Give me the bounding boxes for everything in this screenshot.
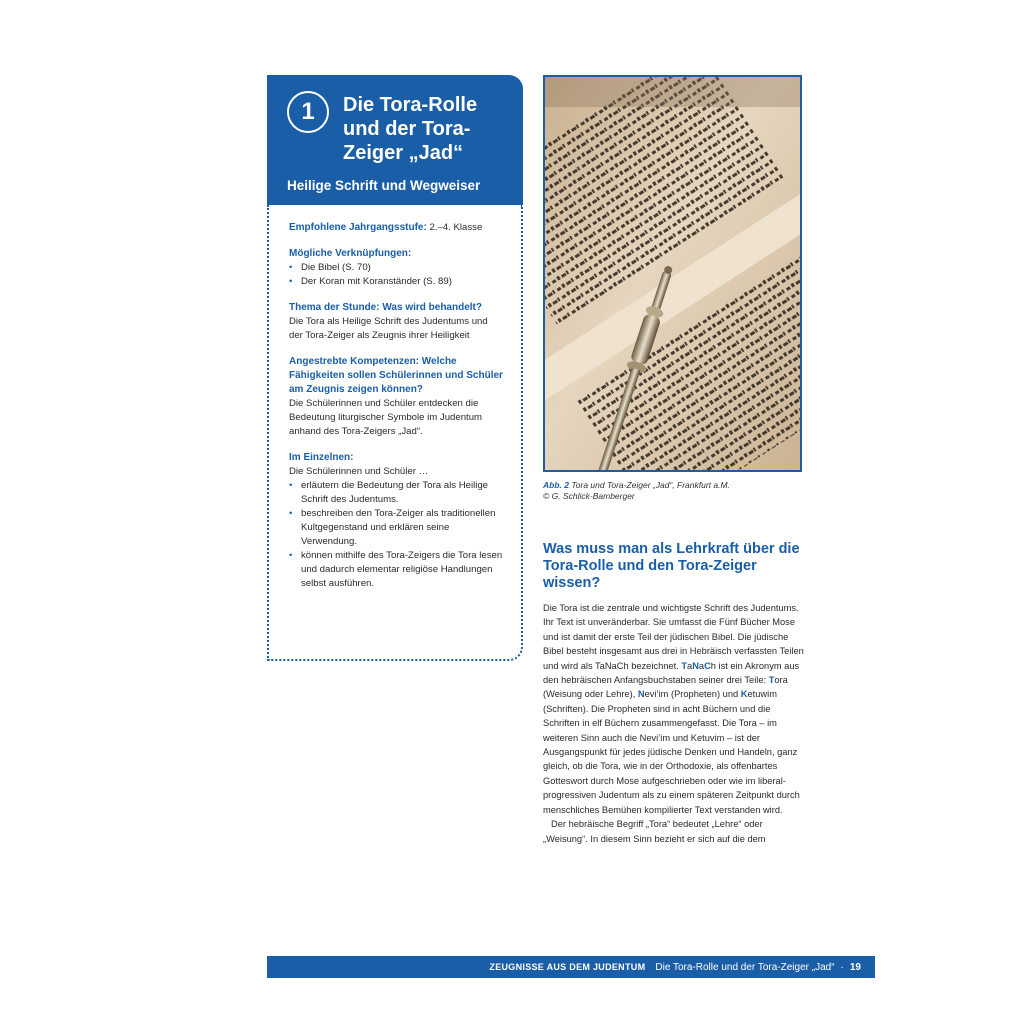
links-block [289, 247, 503, 289]
chapter-number: 1 [301, 98, 315, 125]
topic-block [289, 301, 503, 343]
footer-separator: · [840, 961, 844, 973]
chapter-title: Die Tora-Rolle und der Tora-Zeiger „Jad“ [343, 94, 478, 164]
figure-credit: © G. Schlick-Bamberger [543, 491, 635, 501]
acronym-letter: N [692, 660, 699, 671]
details-heading: Im Einzelnen: [289, 452, 354, 463]
text-run: a [687, 660, 693, 671]
details-intro: Die Schülerinnen und Schüler … [289, 466, 429, 477]
torah-photo [543, 75, 802, 472]
competence-heading: Angestrebte Kompetenzen: Welche Fähigkeiten sollen Schülerinnen und Schüler am Zeugnis zeigen können? [289, 356, 503, 395]
text-run: h [710, 660, 716, 671]
competence-text: Die Schülerinnen und Schüler entdecken die Bedeutung liturgischer Symbole im Judentum anhand des Tora-Zeigers „Jad“. [289, 398, 483, 437]
page-number: 19 [849, 961, 861, 973]
footer-bar [267, 956, 875, 978]
list-item: • Die Bibel (S. 70) [289, 261, 503, 275]
text-run: ist ein Akronym aus den hebräischen Anfangsbuchstaben seiner drei Teile: [543, 660, 800, 686]
footer-section: ZEUGNISSE AUS DEM JUDENTUM [489, 962, 646, 972]
torah-scroll-with-yad-photo [545, 77, 800, 470]
grade-block [289, 221, 503, 235]
chapter-number-badge [287, 91, 329, 133]
details-block [289, 451, 503, 591]
chapter-header [267, 75, 523, 205]
lesson-info-box [267, 205, 523, 661]
list-item: • Der Koran mit Koranständer (S. 89) [289, 275, 503, 289]
links-list [289, 261, 503, 289]
paragraph [543, 601, 805, 817]
chapter-subtitle: Heilige Schrift und Wegweiser [287, 178, 481, 193]
topic-text: Die Tora als Heilige Schrift des Judentums und der Tora-Zeiger als Zeugnis ihrer Heiligkeit [289, 316, 488, 341]
links-heading: Mögliche Verknüpfungen: [289, 248, 412, 259]
figure-label: Abb. 2 [543, 480, 569, 490]
topic-heading: Thema der Stunde: Was wird behandelt? [289, 302, 482, 313]
list-item: • können mithilfe des Tora-Zeigers die Tora lesen und dadurch elementar religiöse Handlungen selbst ausführen. [289, 549, 503, 591]
list-item: • erläutern die Bedeutung der Tora als Heilige Schrift des Judentums. [289, 479, 503, 507]
figure-caption [543, 480, 803, 502]
acronym-letter: K [740, 689, 748, 700]
section-heading: Was muss man als Lehrkraft über die Tora-Rolle und den Tora-Zeiger wissen? [543, 541, 800, 591]
list-item: • beschreiben den Tora-Zeiger als traditionellen Kultgegenstand und erklären seine Verwendung. [289, 507, 503, 549]
text-run: evi’im (Propheten) und [644, 689, 741, 700]
acronym-letter: C [704, 660, 711, 671]
details-list [289, 479, 503, 591]
acronym-letter: T [681, 660, 688, 671]
text-run: a [698, 660, 705, 671]
figure-caption-text: Tora und Tora-Zeiger „Jad“, Frankfurt a.M. [568, 480, 730, 490]
competence-block [289, 355, 503, 439]
text-run: ora (Weisung oder Lehre), [543, 675, 788, 700]
footer-title: Die Tora-Rolle und der Tora-Zeiger „Jad“ [655, 961, 835, 973]
grade-label: Empfohlene Jahrgangsstufe: [289, 222, 427, 233]
acronym-letter: T [768, 675, 775, 686]
grade-value: 2.–4. Klasse [426, 222, 483, 233]
acronym-letter: N [637, 689, 645, 700]
body-text [543, 601, 805, 846]
paragraph: Der hebräische Begriff „Tora“ bedeutet „Lehre“ oder „Weisung“. In diesem Sinn bezieht er sich auf die dem [543, 819, 766, 844]
text-run: etuwim (Schriften). Die Propheten sind in acht Büchern und die Schriften in elf Büchern zusammengefasst. Die Tora – im weiteren Sinn auch die Nevi’im und Ketuvim – ist der Ausgangspunkt für jedes jüdische Denken und Handeln, ganz gleich, ob die Tora, wie in der Orthodoxie, als offenbartes Gotteswort durch Mose aufgeschrieben oder wie im liberal-progressiven Judentum als zu einem späteren Zeitpunkt durch menschliches Bemühen kompilierter Text verstanden wird. [543, 689, 800, 815]
text-run: Die Tora ist die zentrale und wichtigste Schrift des Judentums. Ihr Text ist unveränderbar. Sie umfasst die Fünf Bücher Mose und ist damit der erste Teil der jüdischen Bibel. Die jüdische Bibel besteht insgesamt aus drei in Hebräisch verfassten Teilen und wird als TaNaCh bezeichnet. [543, 603, 804, 671]
